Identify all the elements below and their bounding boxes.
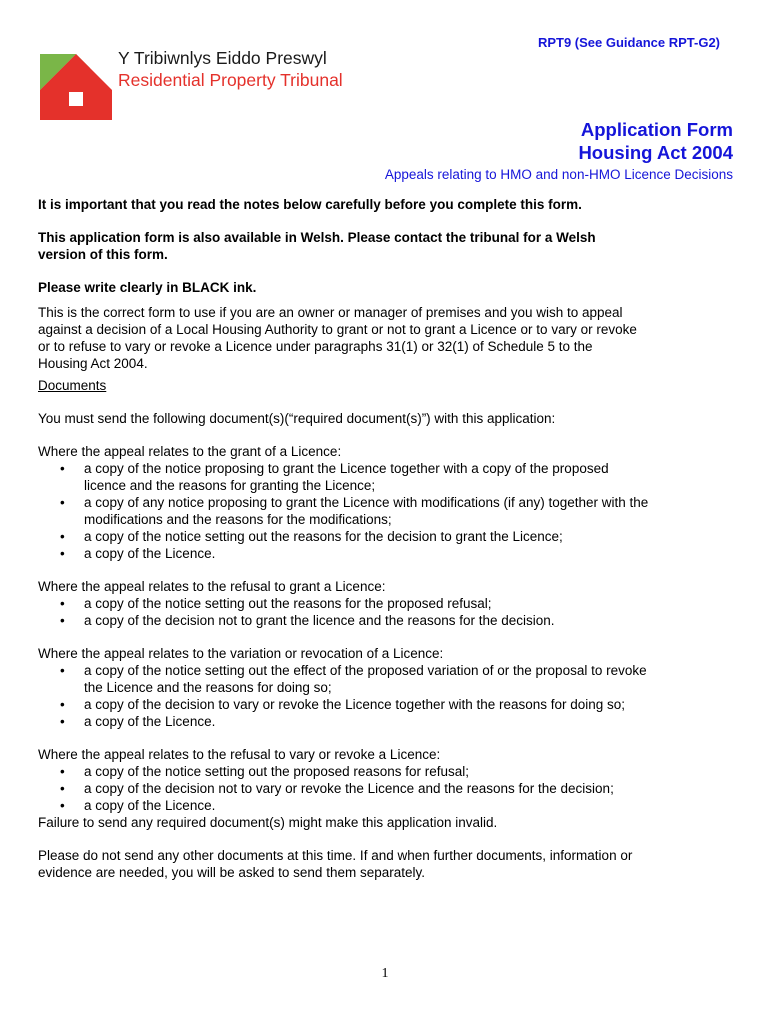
intro-line: or to refuse to vary or revoke a Licence under paragraphs 31(1) or 32(1) of Schedule 5 to the <box>38 339 593 354</box>
bullet-icon: • <box>60 663 65 678</box>
list-item <box>38 612 738 629</box>
list-item-line: a copy of any notice proposing to grant the Licence with modifications (if any) together with the <box>84 495 649 510</box>
list-item-line: a copy of the Licence. <box>84 798 216 813</box>
form-code: RPT9 (See Guidance RPT-G2) <box>537 35 720 50</box>
title-block <box>385 118 733 183</box>
list-item-line: a copy of the Licence. <box>84 546 216 561</box>
list-item <box>38 696 738 713</box>
list-item-line: a copy of the notice setting out the reasons for the decision to grant the Licence; <box>84 529 563 544</box>
list-item <box>38 797 738 814</box>
section-heading: Where the appeal relates to the refusal to vary or revoke a Licence: <box>38 747 441 762</box>
closing-line: evidence are needed, you will be asked to send them separately. <box>38 865 425 880</box>
intro-paragraph <box>38 304 738 372</box>
welsh-notice-line: This application form is also available in Welsh. Please contact the tribunal for a Welsh <box>38 230 596 245</box>
failure-notice: Failure to send any required document(s) might make this application invalid. <box>38 815 498 830</box>
section-heading: Where the appeal relates to the refusal to grant a Licence: <box>38 579 386 594</box>
list-item <box>38 763 738 780</box>
list-item <box>38 528 738 545</box>
bullet-list <box>38 595 738 629</box>
bullet-icon: • <box>60 461 65 476</box>
documents-heading: Documents <box>38 378 107 393</box>
refusal-vary-section <box>38 746 738 831</box>
page-number: 1 <box>381 966 389 981</box>
intro-line: This is the correct form to use if you are an owner or manager of premises and you wish to appeal <box>38 305 623 320</box>
list-item-line: the Licence and the reasons for doing so; <box>84 680 332 695</box>
welsh-notice <box>38 229 738 263</box>
bullet-icon: • <box>60 781 65 796</box>
bullet-icon: • <box>60 613 65 628</box>
bullet-icon: • <box>60 495 65 510</box>
list-item-line: a copy of the notice setting out the proposed reasons for refusal; <box>84 764 469 779</box>
list-item-line: a copy of the Licence. <box>84 714 216 729</box>
variation-section <box>38 645 738 730</box>
intro-line: Housing Act 2004. <box>38 356 148 371</box>
section-heading: Where the appeal relates to the variation or revocation of a Licence: <box>38 646 444 661</box>
form-body <box>38 196 738 881</box>
list-item-line: a copy of the notice proposing to grant the Licence together with a copy of the proposed <box>84 461 609 476</box>
bullet-icon: • <box>60 714 65 729</box>
intro-line: against a decision of a Local Housing Authority to grant or not to grant a Licence or to vary or revoke <box>38 322 637 337</box>
list-item-line: a copy of the decision not to vary or revoke the Licence and the reasons for the decision; <box>84 781 614 796</box>
bullet-icon: • <box>60 697 65 712</box>
list-item-line: a copy of the decision not to grant the licence and the reasons for the decision. <box>84 613 555 628</box>
section-heading: Where the appeal relates to the grant of a Licence: <box>38 444 342 459</box>
closing-paragraph <box>38 847 738 881</box>
list-item <box>38 713 738 730</box>
list-item-line: a copy of the decision to vary or revoke the Licence together with the reasons for doing so; <box>84 697 626 712</box>
bullet-icon: • <box>60 764 65 779</box>
bullet-icon: • <box>60 596 65 611</box>
list-item <box>38 545 738 562</box>
list-item <box>38 780 738 797</box>
logo-english-name: Residential Property Tribunal <box>118 70 343 90</box>
list-item <box>38 595 738 612</box>
read-notes-notice: It is important that you read the notes below carefully before you complete this form. <box>38 197 582 212</box>
bullet-icon: • <box>60 798 65 813</box>
closing-line: Please do not send any other documents at this time. If and when further documents, information or <box>38 848 633 863</box>
refusal-grant-section <box>38 578 738 629</box>
list-item-line: a copy of the notice setting out the reasons for the proposed refusal; <box>84 596 492 611</box>
black-ink-notice: Please write clearly in BLACK ink. <box>38 280 257 295</box>
bullet-list <box>38 763 738 814</box>
title-application-form: Application Form <box>580 119 733 140</box>
documents-requirement: You must send the following document(s)(“required document(s)”) with this application: <box>38 411 556 426</box>
bullet-list <box>38 460 738 562</box>
house-logo-icon <box>40 48 112 120</box>
title-subtitle: Appeals relating to HMO and non-HMO Licence Decisions <box>384 167 733 182</box>
title-housing-act: Housing Act 2004 <box>578 142 733 163</box>
list-item <box>38 460 738 494</box>
list-item-line: licence and the reasons for granting the Licence; <box>84 478 376 493</box>
bullet-icon: • <box>60 529 65 544</box>
list-item-line: a copy of the notice setting out the effect of the proposed variation of or the proposal to revoke <box>84 663 647 678</box>
welsh-notice-line: version of this form. <box>38 247 168 262</box>
grant-section <box>38 443 738 562</box>
bullet-list <box>38 662 738 730</box>
tribunal-logo <box>40 48 370 120</box>
list-item-line: modifications and the reasons for the modifications; <box>84 512 392 527</box>
logo-welsh-name: Y Tribiwnlys Eiddo Preswyl <box>118 48 327 68</box>
list-item <box>38 494 738 528</box>
list-item <box>38 662 738 696</box>
bullet-icon: • <box>60 546 65 561</box>
